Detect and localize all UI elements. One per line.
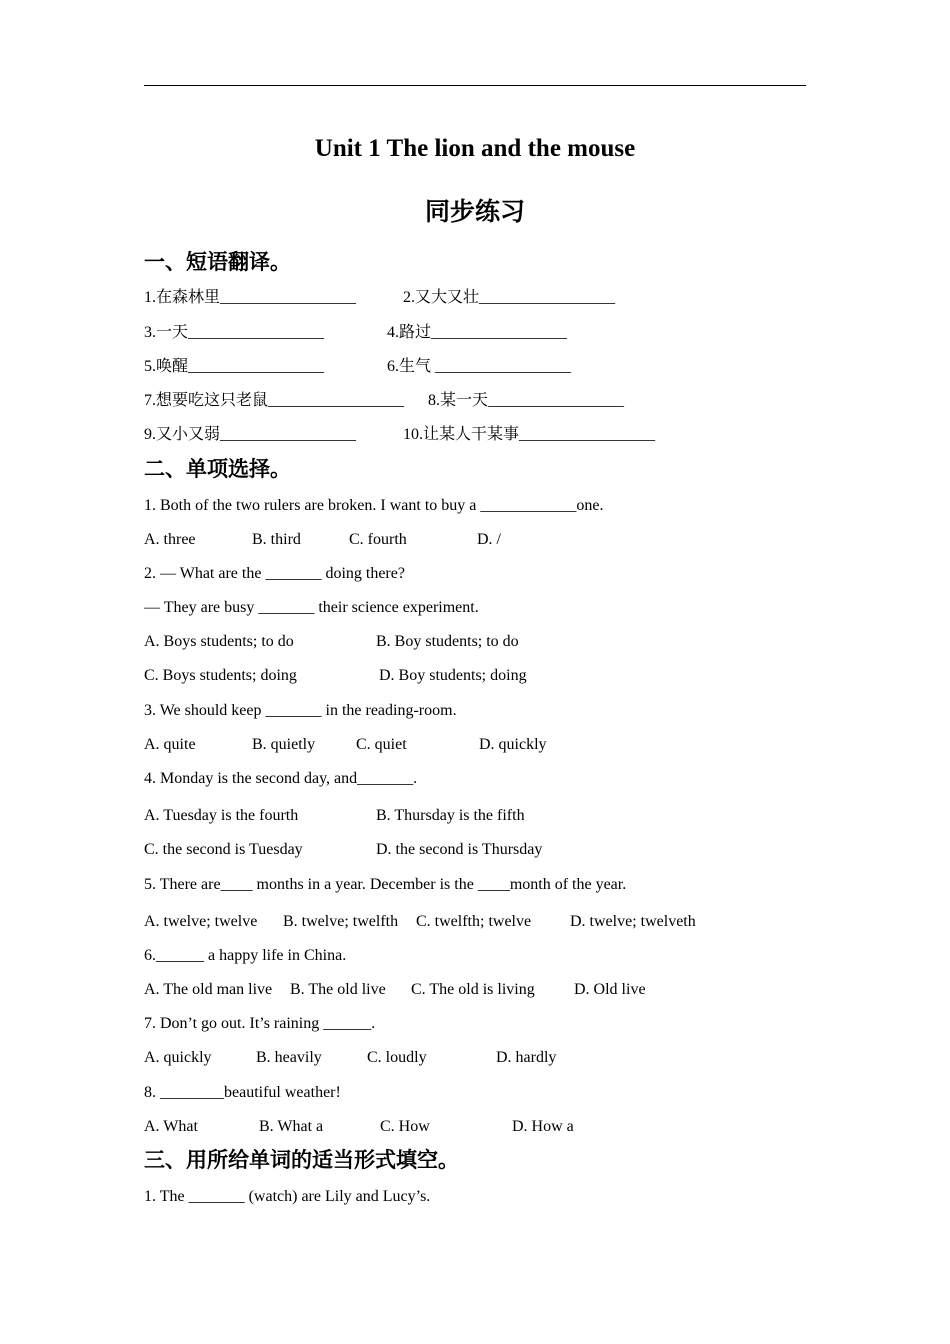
phrase-item: 8.某一天_________________ — [428, 392, 625, 409]
question-stem-text: 7. Don’t go out. It’s raining ______. — [144, 1015, 376, 1032]
phrase-item: 9.又小又弱_________________ — [144, 426, 357, 443]
question-stem-text: 3. We should keep _______ in the reading-room. — [144, 702, 457, 719]
question-stem — [0, 701, 950, 721]
page-title: Unit 1 The lion and the mouse — [314, 135, 636, 162]
question-stem — [0, 1083, 950, 1103]
question-stem — [0, 564, 950, 584]
answer-option: B. twelve; twelfth — [283, 913, 399, 930]
answer-option: A. quite — [144, 736, 196, 753]
option-row — [0, 1048, 950, 1068]
question-stem — [0, 769, 950, 789]
phrase-item: 5.唤醒_________________ — [144, 358, 325, 375]
answer-option: B. The old live — [290, 981, 386, 998]
section-heading-choice: 二、单项选择。 — [144, 458, 291, 481]
question-stem — [0, 1014, 950, 1034]
phrase-item: 3.一天_________________ — [144, 324, 325, 341]
answer-option: C. quiet — [356, 736, 407, 753]
option-row — [0, 1117, 950, 1137]
answer-option: A. twelve; twelve — [144, 913, 258, 930]
answer-option: D. / — [477, 531, 501, 548]
answer-option: B. heavily — [256, 1049, 322, 1066]
option-row — [0, 632, 950, 652]
option-row — [0, 980, 950, 1000]
answer-option: A. The old man live — [144, 981, 273, 998]
answer-option: B. Boy students; to do — [376, 633, 519, 650]
answer-option: C. the second is Tuesday — [144, 841, 303, 858]
option-row — [0, 840, 950, 860]
phrase-item: 10.让某人干某事_________________ — [403, 426, 656, 443]
answer-option: B. Thursday is the fifth — [376, 807, 525, 824]
option-row — [0, 912, 950, 932]
answer-option: C. loudly — [367, 1049, 427, 1066]
question-stem-text: 5. There are____ months in a year. December is the ____month of the year. — [144, 876, 627, 893]
question-stem — [0, 946, 950, 966]
question-stem-text: 6.______ a happy life in China. — [144, 947, 347, 964]
option-row — [0, 735, 950, 755]
question-stem-text: — They are busy _______ their science experiment. — [144, 599, 479, 616]
answer-option: D. hardly — [496, 1049, 557, 1066]
phrase-row — [0, 391, 950, 411]
answer-option: C. The old is living — [411, 981, 535, 998]
section-heading-phrases: 一、短语翻译。 — [144, 251, 291, 274]
answer-option: B. What a — [259, 1118, 324, 1135]
answer-option: D. the second is Thursday — [376, 841, 543, 858]
phrase-item: 7.想要吃这只老鼠_________________ — [144, 392, 405, 409]
option-row — [0, 530, 950, 550]
phrase-row — [0, 323, 950, 343]
phrase-row — [0, 425, 950, 445]
answer-option: C. Boys students; doing — [144, 667, 297, 684]
answer-option: B. third — [252, 531, 301, 548]
answer-option: D. twelve; twelveth — [570, 913, 696, 930]
question-stem-text: 4. Monday is the second day, and_______. — [144, 770, 418, 787]
answer-option: A. quickly — [144, 1049, 212, 1066]
answer-option: B. quietly — [252, 736, 316, 753]
phrase-row — [0, 288, 950, 308]
answer-option: D. quickly — [479, 736, 547, 753]
answer-option: A. What — [144, 1118, 198, 1135]
phrase-item: 4.路过_________________ — [387, 324, 568, 341]
answer-option: D. Old live — [574, 981, 646, 998]
option-row — [0, 666, 950, 686]
question-stem-text: 1. Both of the two rulers are broken. I want to buy a ____________one. — [144, 497, 604, 514]
question-stem — [0, 496, 950, 516]
fill-item-text: 1. The _______ (watch) are Lily and Lucy’s. — [144, 1188, 431, 1205]
question-stem — [0, 875, 950, 895]
page-subtitle: 同步练习 — [424, 199, 525, 226]
answer-option: A. Tuesday is the fourth — [144, 807, 299, 824]
phrase-row — [0, 357, 950, 377]
phrase-item: 1.在森林里_________________ — [144, 289, 357, 306]
question-stem-text: 2. — What are the _______ doing there? — [144, 565, 405, 582]
answer-option: A. three — [144, 531, 196, 548]
answer-option: C. How — [380, 1118, 430, 1135]
phrase-item: 2.又大又壮_________________ — [403, 289, 616, 306]
answer-option: C. fourth — [349, 531, 407, 548]
fill-item — [0, 1187, 950, 1207]
phrase-item: 6.生气 _________________ — [387, 358, 572, 375]
question-stem-text: 8. ________beautiful weather! — [144, 1084, 341, 1101]
header-rule — [144, 85, 806, 86]
answer-option: D. How a — [512, 1118, 574, 1135]
answer-option: A. Boys students; to do — [144, 633, 294, 650]
answer-option: D. Boy students; doing — [379, 667, 527, 684]
section-heading-fill: 三、用所给单词的适当形式填空。 — [144, 1149, 459, 1172]
answer-option: C. twelfth; twelve — [416, 913, 532, 930]
option-row — [0, 806, 950, 826]
question-stem — [0, 598, 950, 618]
